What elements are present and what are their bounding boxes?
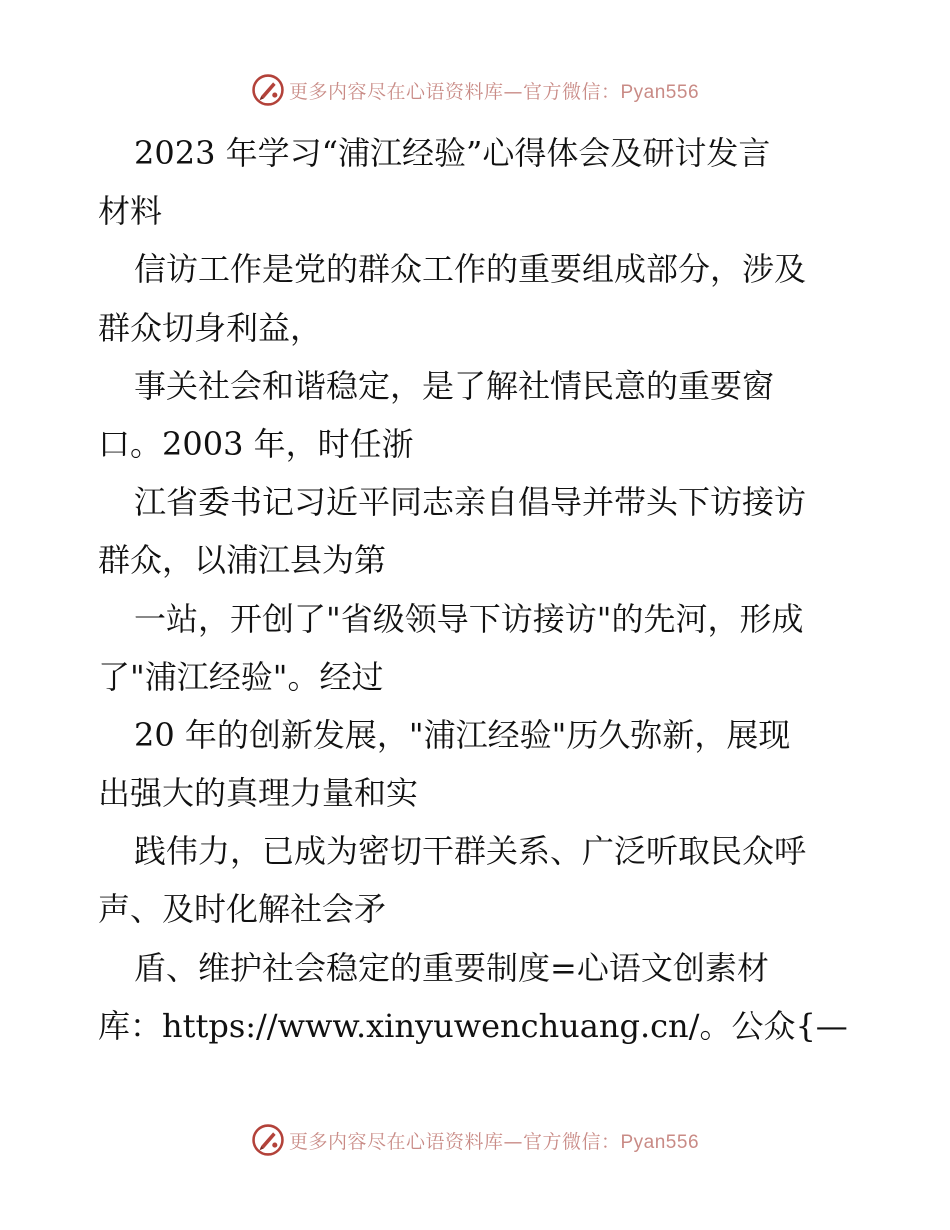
document-line: 一站，开创了"省级领导下访接访"的先河，形成 [134,599,804,638]
document-line: 江省委书记习近平同志亲自倡导并带头下访接访 [134,483,807,522]
document-line: 材料 [98,192,163,231]
document-line: 2023 年学习“浦江经验”心得体会及研讨发言 [134,134,771,172]
watermark-account: Pyan556 [620,81,700,103]
document-line: 出强大的真理力量和实 [98,774,419,813]
logo-icon [251,1123,285,1157]
document-line: 口。2003 年，时任浙 [98,424,414,463]
document-body [98,124,858,1055]
document-line: 信访工作是党的群众工作的重要组成部分，涉及 [134,250,807,289]
watermark-text: 更多内容尽在心语资料库—官方微信：Pyan556 [288,80,700,103]
document-line: 20 年的创新发展，"浦江经验"历久弥新，展现 [134,715,791,754]
watermark-account: Pyan556 [620,1131,700,1153]
document-line: 群众切身利益， [98,308,323,347]
document-line: 库：https://www.xinyuwenchuang.cn/。公众{— [98,1006,848,1045]
logo-icon [251,73,285,107]
document-line: 践伟力，已成为密切干群关系、广泛听取民众呼 [134,832,807,871]
document-line: 了"浦江经验"。经过 [98,657,384,696]
watermark-text: 更多内容尽在心语资料库—官方微信：Pyan556 [288,1130,700,1153]
document-line: 事关社会和谐稳定，是了解社情民意的重要窗 [134,366,775,405]
document-line: 盾、维护社会稳定的重要制度=心语文创素材 [134,948,769,987]
document-line: 群众，以浦江县为第 [98,541,387,580]
header-watermark [0,70,950,110]
footer-watermark [0,1120,950,1160]
document-line: 声、及时化解社会矛 [98,890,387,929]
